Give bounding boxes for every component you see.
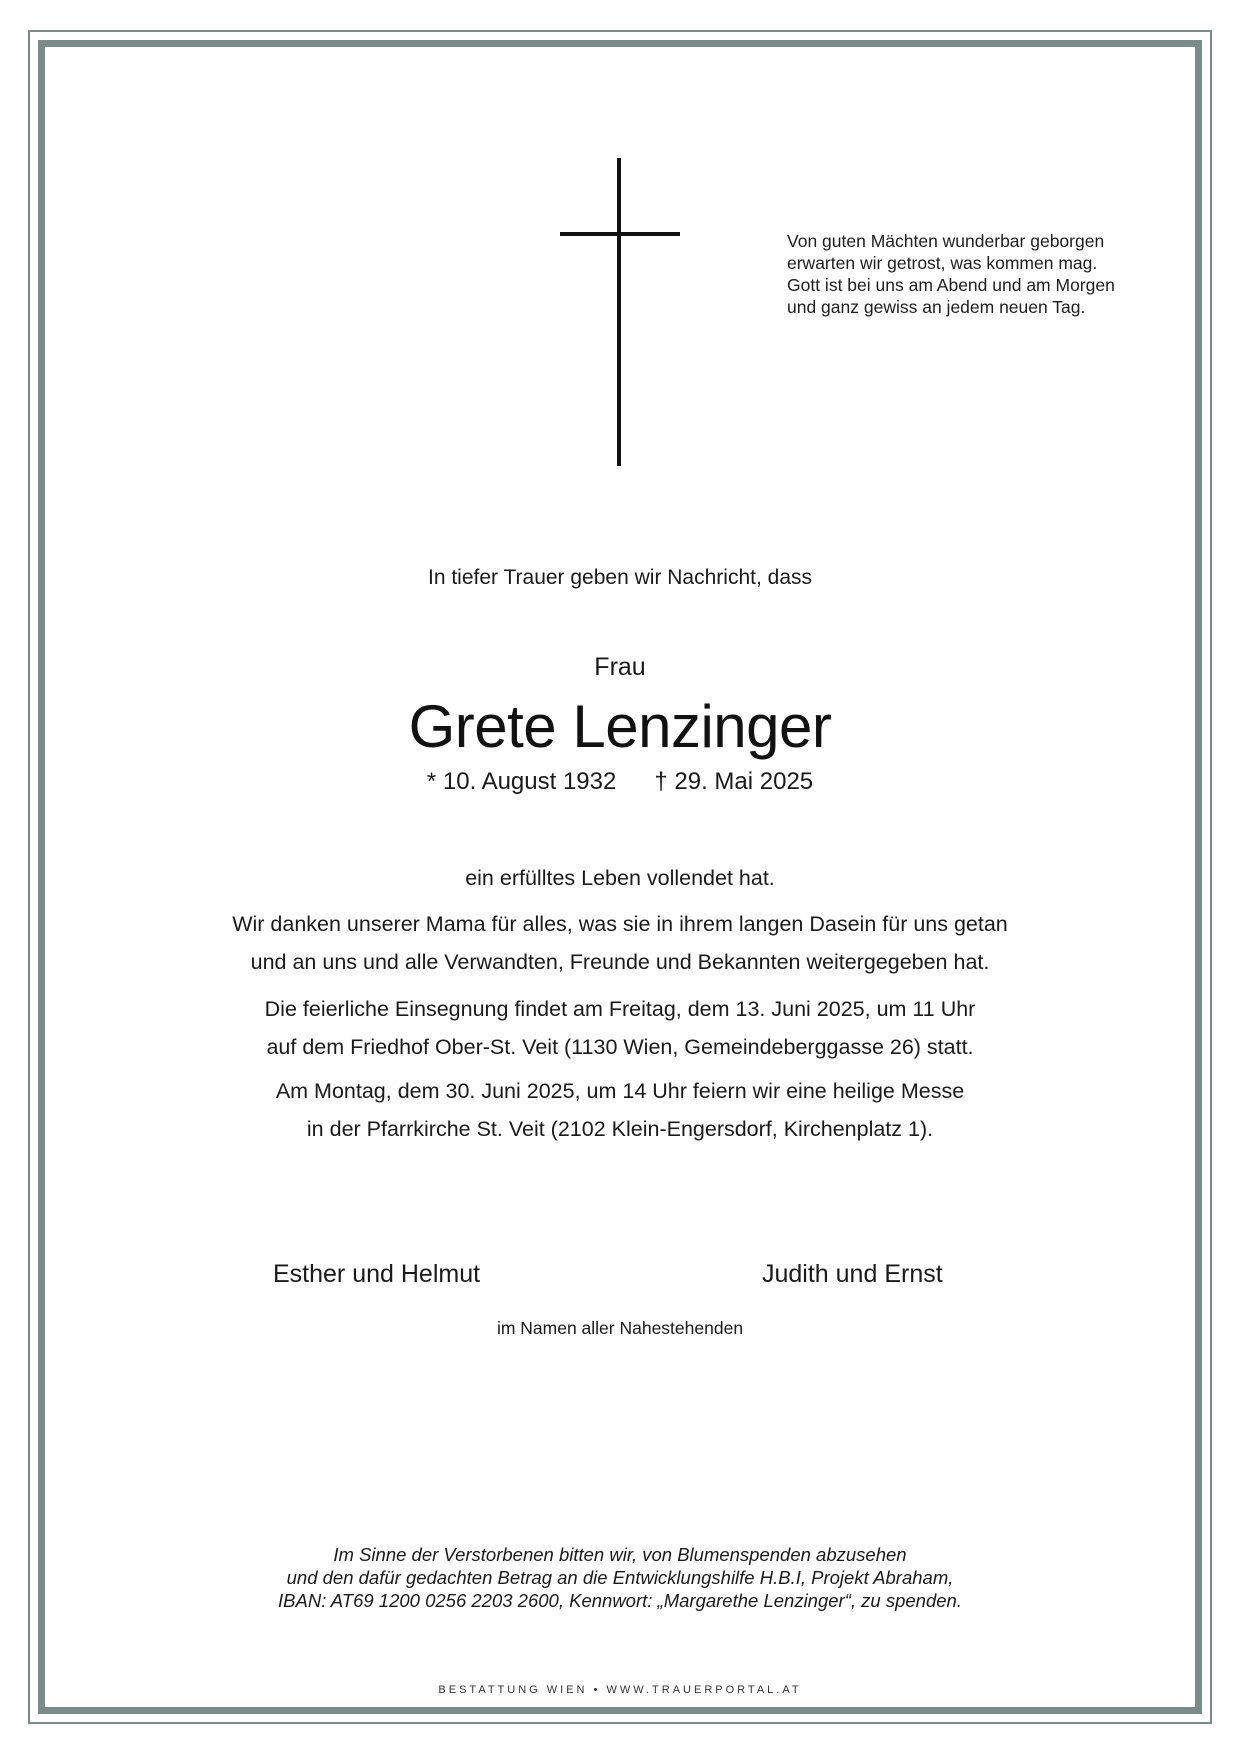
intro-text: In tiefer Trauer geben wir Nachricht, dass (427, 566, 812, 589)
poem-line: erwarten wir getrost, was kommen mag. (787, 253, 1098, 273)
mass-line: in der Pfarrkirche St. Veit (2102 Klein-Engersdorf, Kirchenplatz 1). (306, 1117, 934, 1141)
funeral-line: Die feierliche Einsegnung findet am Freitag, dem 13. Juni 2025, um 11 Uhr (264, 997, 976, 1021)
thanks-paragraph (120, 905, 1120, 981)
donation-line: Im Sinne der Verstorbenen bitten wir, von Blumenspenden abzusehen (333, 1544, 907, 1565)
mass-paragraph (120, 1072, 1120, 1148)
donation-note (120, 1543, 1120, 1612)
birth-date: * 10. August 1932 (426, 768, 617, 795)
mourner-right: Judith und Ernst (762, 1260, 943, 1288)
poem (787, 230, 1147, 318)
donation-line: und den dafür gedachten Betrag an die Entwicklungshilfe H.B.I, Projekt Abraham, (286, 1567, 954, 1588)
life-dates (120, 768, 1120, 796)
thanks-line: und an uns und alle Verwandten, Freunde und Bekannten weitergegeben hat. (250, 950, 990, 974)
poem-line: Von guten Mächten wunderbar geborgen (787, 231, 1105, 251)
mourner-left: Esther und Helmut (273, 1260, 481, 1288)
funeral-paragraph (120, 990, 1120, 1066)
cross-icon (560, 158, 680, 468)
completion-text: ein erfülltes Leben vollendet hat. (465, 866, 775, 890)
salutation: Frau (594, 653, 646, 681)
mass-line: Am Montag, dem 30. Juni 2025, um 14 Uhr feiern wir eine heilige Messe (275, 1079, 965, 1103)
thanks-line: Wir danken unserer Mama für alles, was sie in ihrem langen Dasein für uns getan (232, 912, 1008, 936)
poem-line: Gott ist bei uns am Abend und am Morgen (787, 275, 1115, 295)
on-behalf-text: im Namen aller Nahestehenden (496, 1318, 744, 1338)
death-date: † 29. Mai 2025 (654, 768, 814, 795)
funeral-line: auf dem Friedhof Ober-St. Veit (1130 Wien, Gemeindeberggasse 26) statt. (266, 1035, 974, 1059)
footer-credit: BESTATTUNG WIEN • WWW.TRAUERPORTAL.AT (438, 1684, 802, 1696)
deceased-name: Grete Lenzinger (408, 693, 832, 760)
poem-line: und ganz gewiss an jedem neuen Tag. (787, 297, 1086, 317)
donation-line: IBAN: AT69 1200 0256 2203 2600, Kennwort: „Margarethe Lenzinger“, zu spenden. (278, 1590, 962, 1611)
